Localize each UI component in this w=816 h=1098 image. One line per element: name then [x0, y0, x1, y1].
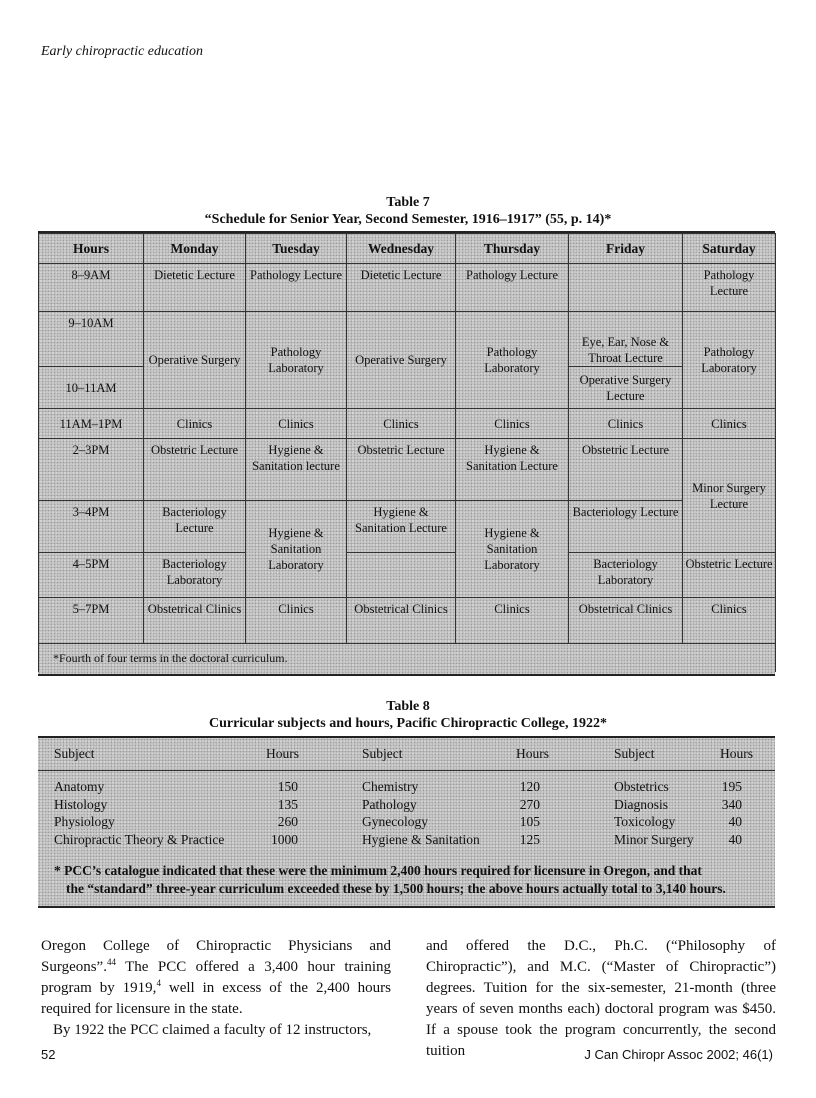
schedule-cell: [347, 553, 456, 598]
subject-column: [54, 778, 254, 848]
hour-cell: 5–7PM: [39, 598, 144, 644]
table8-label: Table 8: [386, 699, 430, 714]
hours-cell: 260: [277, 814, 298, 829]
body-text: The PCC offered a 3,400 hour training program by 1919,: [41, 959, 391, 996]
hours-column: [508, 778, 540, 848]
hour-cell: 8–9AM: [39, 264, 144, 312]
hours-cell: 195: [721, 779, 742, 794]
schedule-cell: Obstetrical Clinics: [347, 598, 456, 644]
table-row: [39, 439, 776, 501]
body-paragraph: [41, 936, 391, 1020]
subject-cell: Pathology: [362, 796, 417, 812]
header-monday: Monday: [144, 234, 246, 264]
subject-cell: Histology: [54, 796, 108, 812]
hours-cell: 150: [277, 779, 298, 794]
hours-cell: 135: [277, 796, 298, 812]
table7-header-row: [39, 234, 776, 264]
hour-cell: 9–10AM: [39, 312, 144, 367]
header-hours: Hours: [39, 234, 144, 264]
schedule-cell: Pathology Lecture: [246, 264, 347, 312]
body-column-right: [426, 936, 776, 1062]
body-paragraph: By 1922 the PCC claimed a faculty of 12 instructors,: [53, 1022, 372, 1038]
schedule-cell: Hygiene & Sanitation Lecture: [347, 501, 456, 553]
page-number: 52: [41, 1047, 56, 1062]
schedule-cell: Clinics: [347, 409, 456, 439]
schedule-cell: Obstetric Lecture: [347, 439, 456, 501]
header-hours: Hours: [266, 746, 299, 761]
body-text: Oregon College of Chiropractic Physicians and Surgeons”.: [41, 938, 391, 975]
schedule-cell: Clinics: [683, 409, 776, 439]
schedule-table: [38, 233, 776, 672]
hour-cell: 11AM–1PM: [39, 409, 144, 439]
schedule-cell: Obstetric Lecture: [144, 439, 246, 501]
schedule-cell: Clinics: [456, 409, 569, 439]
schedule-cell: Dietetic Lecture: [347, 264, 456, 312]
hour-cell: 2–3PM: [39, 439, 144, 501]
schedule-cell: Operative Surgery: [347, 312, 456, 409]
schedule-cell: Clinics: [246, 598, 347, 644]
header-tuesday: Tuesday: [246, 234, 347, 264]
hours-cell: 125: [519, 831, 540, 847]
schedule-cell: Pathology Laboratory: [683, 312, 776, 409]
journal-citation: J Can Chiropr Assoc 2002; 46(1): [584, 1047, 773, 1062]
header-subject: Subject: [362, 746, 403, 761]
schedule-cell: Operative Surgery Lecture: [569, 367, 683, 409]
header-hours: Hours: [720, 746, 753, 761]
subject-cell: Anatomy: [54, 779, 105, 794]
hour-cell: 10–11AM: [39, 367, 144, 409]
subject-cell: Chiropractic Theory & Practice: [54, 831, 225, 847]
table7-footnote: *Fourth of four terms in the doctoral curriculum.: [39, 644, 776, 673]
hours-cell: 340: [721, 796, 742, 812]
subject-cell: Obstetrics: [614, 779, 669, 794]
body-column-left: [41, 936, 391, 1041]
table-row: [39, 553, 776, 598]
schedule-cell: Eye, Ear, Nose & Throat Lecture: [569, 312, 683, 367]
schedule-cell: Bacteriology Lecture: [569, 501, 683, 553]
schedule-cell: Obstetrical Clinics: [569, 598, 683, 644]
schedule-cell: Pathology Lecture: [683, 264, 776, 312]
hours-cell: 270: [519, 796, 540, 812]
schedule-cell: Bacteriology Lecture: [144, 501, 246, 553]
schedule-cell: [569, 264, 683, 312]
subject-column: [614, 778, 724, 848]
schedule-cell: Bacteriology Laboratory: [569, 553, 683, 598]
schedule-cell: Dietetic Lecture: [144, 264, 246, 312]
schedule-cell: Clinics: [683, 598, 776, 644]
header-hours: Hours: [516, 746, 549, 761]
schedule-cell: Clinics: [246, 409, 347, 439]
schedule-cell: Minor Surgery Lecture: [683, 439, 776, 553]
subject-cell: Minor Surgery: [614, 831, 694, 847]
table8-footnote-line: the “standard” three-year curriculum exceeded these by 1,500 hours; the above hours actually total to 3,140 hours.: [66, 881, 726, 896]
schedule-cell: Hygiene & Sanitation Laboratory: [246, 501, 347, 598]
table8-footnote: [54, 862, 764, 898]
schedule-cell: Clinics: [456, 598, 569, 644]
table7-label: Table 7: [386, 195, 430, 210]
hours-cell: 105: [519, 814, 540, 829]
citation-ref: 44: [106, 957, 116, 967]
schedule-cell: Clinics: [144, 409, 246, 439]
table-row: [39, 501, 776, 553]
table8: [38, 736, 775, 908]
subject-cell: Diagnosis: [614, 796, 668, 812]
hours-cell: 40: [728, 831, 742, 847]
header-subject: Subject: [614, 746, 655, 761]
schedule-cell: Obstetrical Clinics: [144, 598, 246, 644]
schedule-cell: Bacteriology Laboratory: [144, 553, 246, 598]
hours-cell: 120: [519, 779, 540, 794]
schedule-cell: Hygiene & Sanitation lecture: [246, 439, 347, 501]
table8-header-row: [38, 746, 775, 766]
hours-cell: 40: [728, 814, 742, 829]
table7: [38, 231, 775, 676]
table8-footnote-line: * PCC’s catalogue indicated that these were the minimum 2,400 hours required for licensure in Oregon, and that: [54, 863, 702, 878]
table-row: [39, 264, 776, 312]
table7-title: “Schedule for Senior Year, Second Semester, 1916–1917” (55, p. 14)*: [204, 212, 612, 227]
table-row: [39, 312, 776, 367]
schedule-cell: Clinics: [569, 409, 683, 439]
running-head: Early chiropractic education: [41, 44, 203, 59]
hour-cell: 3–4PM: [39, 501, 144, 553]
header-thursday: Thursday: [456, 234, 569, 264]
schedule-cell: Hygiene & Sanitation Laboratory: [456, 501, 569, 598]
schedule-cell: Obstetric Lecture: [569, 439, 683, 501]
header-friday: Friday: [569, 234, 683, 264]
table8-title: Curricular subjects and hours, Pacific Chiropractic College, 1922*: [208, 716, 608, 731]
subject-cell: Gynecology: [362, 814, 428, 829]
schedule-cell: Pathology Laboratory: [456, 312, 569, 409]
header-subject: Subject: [54, 746, 95, 761]
subject-column: [362, 778, 502, 848]
table-row: [39, 598, 776, 644]
header-saturday: Saturday: [683, 234, 776, 264]
citation-ref: 4: [156, 978, 161, 988]
hours-column: [714, 778, 742, 848]
schedule-cell: Pathology Lecture: [456, 264, 569, 312]
schedule-cell: Operative Surgery: [144, 312, 246, 409]
schedule-cell: Hygiene & Sanitation Lecture: [456, 439, 569, 501]
schedule-cell: Obstetric Lecture: [683, 553, 776, 598]
subject-cell: Toxicology: [614, 814, 676, 829]
subject-cell: Physiology: [54, 814, 115, 829]
hour-cell: 4–5PM: [39, 553, 144, 598]
schedule-cell: Pathology Laboratory: [246, 312, 347, 409]
header-wednesday: Wednesday: [347, 234, 456, 264]
hours-column: [254, 778, 298, 848]
subject-cell: Hygiene & Sanitation: [362, 831, 480, 847]
body-paragraph: and offered the D.C., Ph.C. (“Philosophy of Chiropractic”), and M.C. (“Master of Chiropractic”) degrees. Tuition for the six-semester, 21-month (three years of seven months each) doctoral program was $450. If a spouse took the program concurrently, the second tuition: [426, 938, 776, 1059]
body-text: well in excess of the 2,400 hours required for licensure in the state.: [41, 980, 391, 1017]
hours-cell: 1000: [271, 831, 298, 847]
table-row: [39, 409, 776, 439]
subject-cell: Chemistry: [362, 779, 419, 794]
table8-header-rule: [38, 770, 775, 771]
table7-footnote-row: [39, 644, 776, 673]
